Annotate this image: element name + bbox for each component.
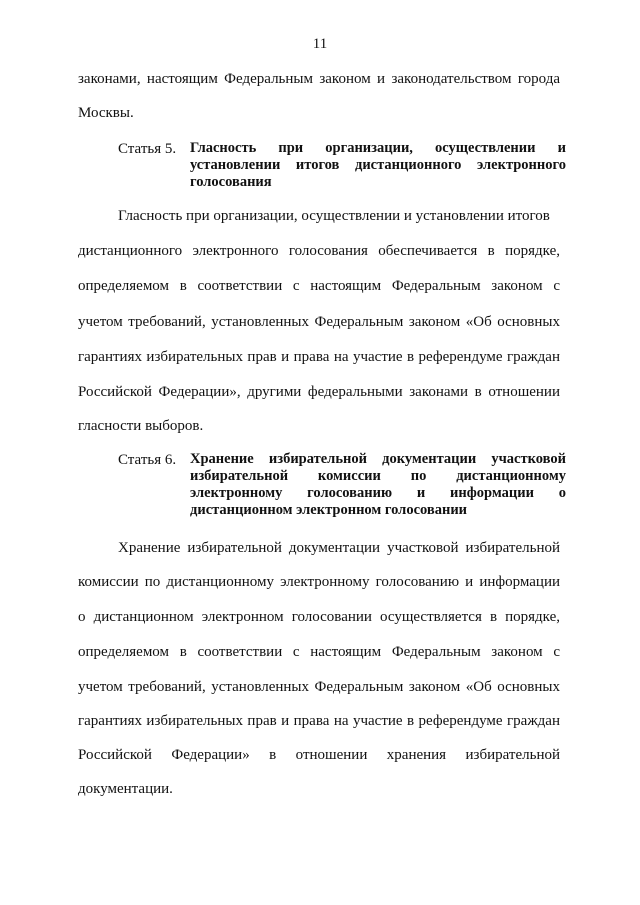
article-6-title-line-1: Хранение избирательной документации участковой (190, 451, 566, 467)
article-5-body-line-5: гарантиях избирательных прав и права на участие в референдуме граждан (78, 349, 560, 365)
article-5-body-line-2: дистанционного электронного голосования обеспечивается в порядке, (78, 243, 560, 259)
article-6-body-line-7: Российской Федерации» в отношении хранения избирательной (78, 747, 560, 763)
article-6-body-line-2: комиссии по дистанционному электронному голосованию и информации (78, 574, 560, 590)
article-6-title-line-2: избирательной комиссии по дистанционному (190, 468, 566, 484)
article-6-body-line-8: документации. (78, 781, 173, 797)
article-6-body-line-1: Хранение избирательной документации участковой избирательной (118, 540, 560, 556)
article-5-body-line-7: гласности выборов. (78, 418, 204, 434)
article-6-title (190, 451, 566, 519)
article-5-body-line-1: Гласность при организации, осуществлении и установлении итогов (118, 208, 550, 224)
page-number: 11 (312, 36, 328, 52)
article-5-body-line-3: определяемом в соответствии с настоящим Федеральным законом с (78, 278, 560, 294)
intro-line-1: законами, настоящим Федеральным законом и законодательством города (78, 71, 560, 87)
article-6-label: Статья 6. (118, 452, 177, 468)
article-5-title (190, 140, 566, 191)
article-6-body-line-3: о дистанционном электронном голосовании осуществляется в порядке, (78, 609, 560, 625)
article-5-title-line-2: установлении итогов дистанционного электронного (190, 157, 566, 173)
article-5-body-line-6: Российской Федерации», другими федеральными законами в отношении (78, 384, 560, 400)
article-6-title-line-4: дистанционном электронном голосовании (190, 502, 468, 518)
article-6-body-line-5: учетом требований, установленных Федеральным законом «Об основных (78, 679, 560, 695)
article-6-title-line-3: электронному голосованию и информации о (190, 485, 566, 501)
article-5-body-line-4: учетом требований, установленных Федеральным законом «Об основных (78, 314, 560, 330)
intro-line-2: Москвы. (78, 105, 134, 121)
article-6-body-line-4: определяемом в соответствии с настоящим Федеральным законом с (78, 644, 560, 660)
article-6-body-line-6: гарантиях избирательных прав и права на участие в референдуме граждан (78, 713, 560, 729)
article-5-label: Статья 5. (118, 141, 177, 157)
article-5-title-line-1: Гласность при организации, осуществлении и (190, 140, 566, 156)
article-5-title-line-3: голосования (190, 174, 272, 190)
